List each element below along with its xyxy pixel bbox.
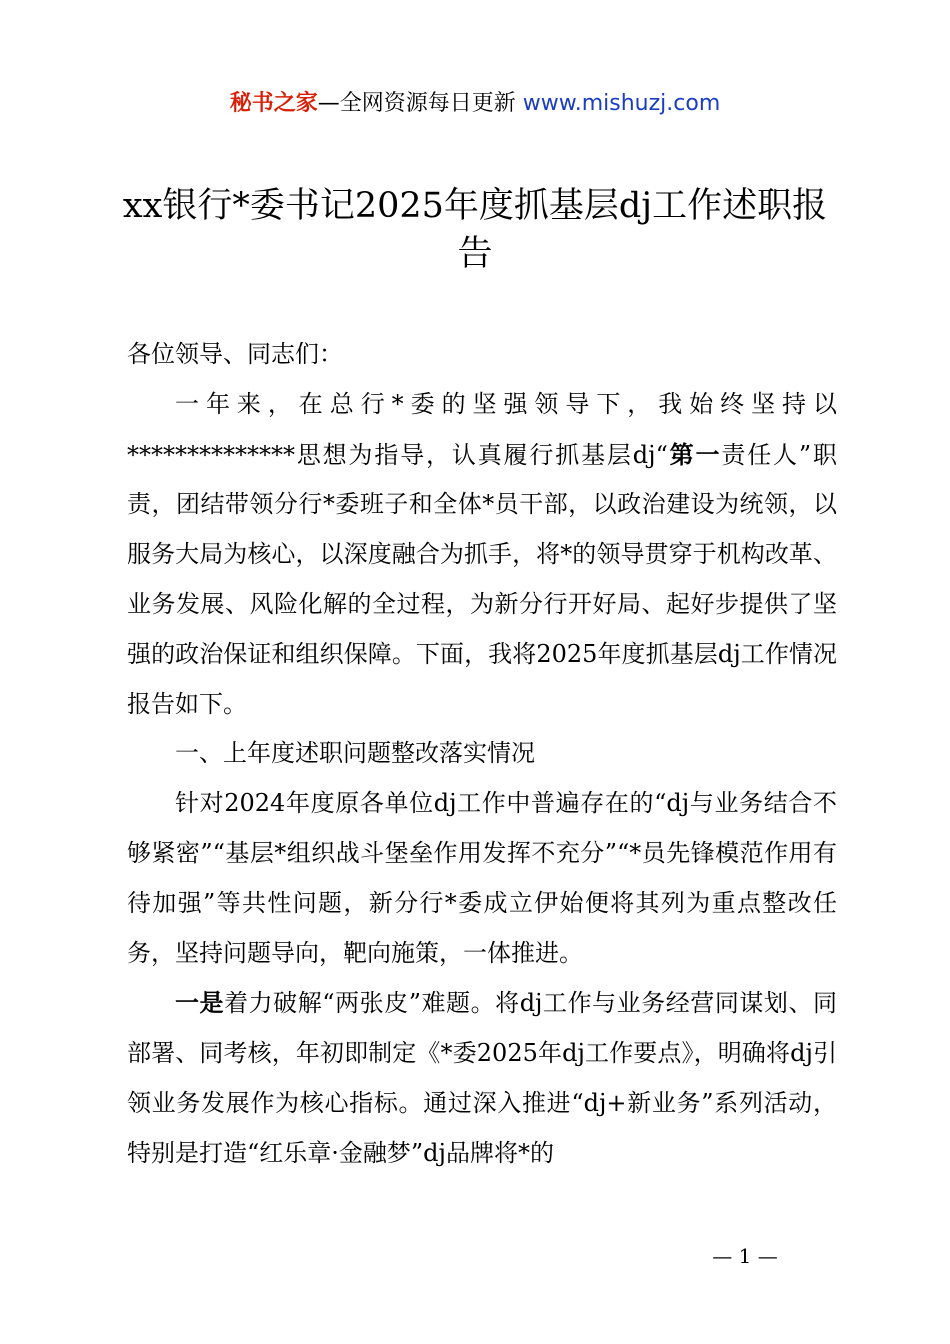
salutation: 各位领导、同志们： xyxy=(127,340,343,368)
paragraph-intro-part2: 责任人”职责，团结带领分行*委班子和全体*员干部，以政治建设为统领，以服务大局为核心，以深度融合为抓手，将*的领导贯穿于机构改革、业务发展、风险化解的全过程，为新分行开好局、起好步提供了坚强的政治保证和组织保障。下面，我将2025年度抓基层dj工作情况报告如下。 xyxy=(127,440,838,718)
page-number: — 1 — xyxy=(712,1244,778,1268)
site-slogan: —全网资源每日更新 xyxy=(317,91,523,116)
site-header xyxy=(0,88,950,120)
paragraph-rectification: 针对2024年度原各单位dj工作中普遍存在的“dj与业务结合不够紧密”“基层*组织战斗堡垒作用发挥不充分”“*员先锋模范作用有待加强”等共性问题，新分行*委成立伊始便将其列为重点整改任务，坚持问题导向，靶向施策，一体推进。 xyxy=(127,789,837,967)
paragraph-point-one xyxy=(127,978,837,1178)
paragraph-intro-bold: 第一 xyxy=(667,439,722,469)
document-title: xx银行*委书记2025年度抓基层dj工作述职报告 xyxy=(122,186,828,274)
point-one-label: 一是 xyxy=(175,988,225,1018)
site-url-link[interactable]: www.mishuzj.com xyxy=(522,91,721,116)
point-one-text: 着力破解“两张皮”难题。将dj工作与业务经营同谋划、同部署、同考核，年初即制定《*委2025年dj工作要点》，明确将dj引领业务发展作为核心指标。通过深入推进“dj+新业务”系列活动，特别是打造“红乐章·金融梦”dj品牌将*的 xyxy=(127,989,838,1167)
paragraph-intro-part1: 一年来，在总行*委的坚强领导下，我始终坚持以**************思想为指导，认真履行抓基层dj“ xyxy=(127,389,837,469)
section-heading-1: 一、上年度述职问题整改落实情况 xyxy=(175,739,535,768)
paragraph-intro xyxy=(127,380,837,730)
document-body xyxy=(127,330,837,1179)
site-brand: 秘书之家 xyxy=(229,91,318,116)
